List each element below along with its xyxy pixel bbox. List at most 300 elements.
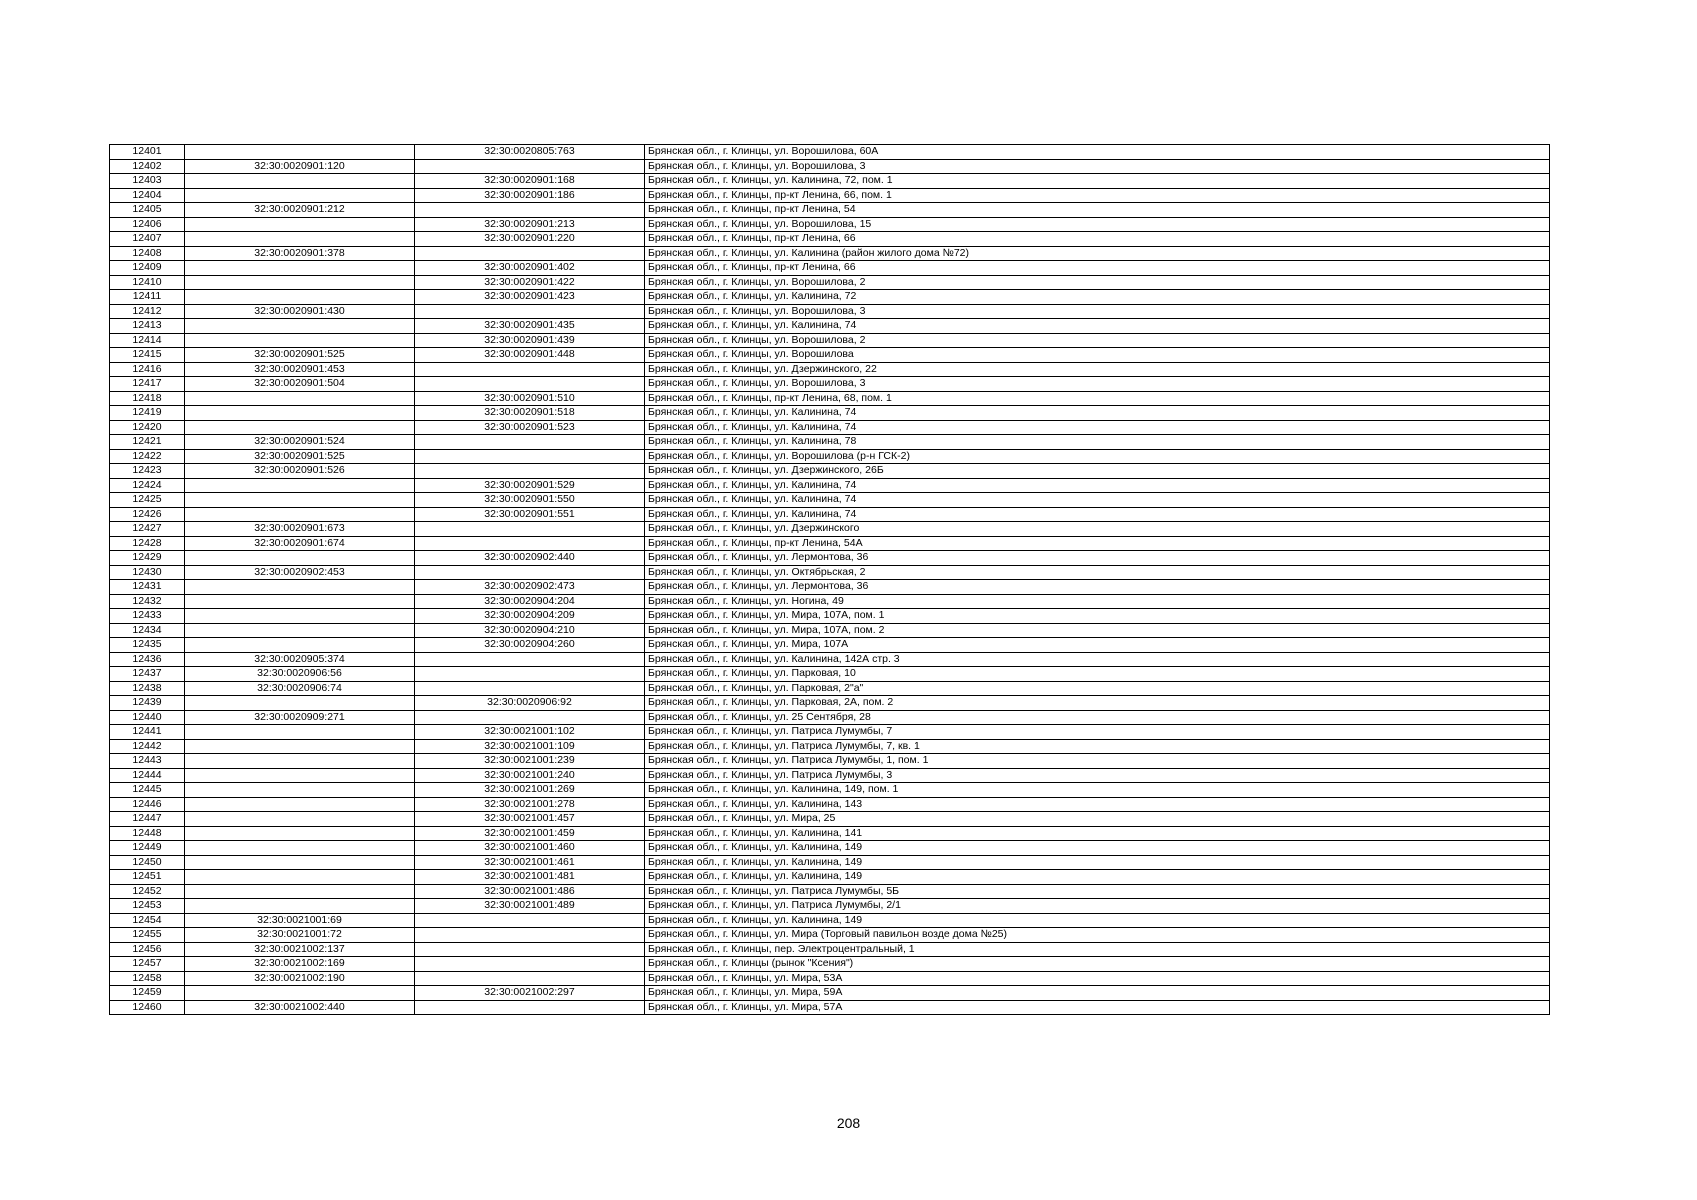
row-number-cell: 12421 — [110, 435, 185, 450]
cadastral-number-alt-cell: 32:30:0020904:204 — [415, 594, 645, 609]
table-row — [110, 348, 1550, 363]
cadastral-number-cell: 32:30:0020901:674 — [185, 536, 415, 551]
address-cell: Брянская обл., г. Клинцы, пр-кт Ленина, 66, пом. 1 — [645, 188, 1550, 203]
table-row — [110, 478, 1550, 493]
cadastral-number-alt-cell: 32:30:0020901:435 — [415, 319, 645, 334]
cadastral-number-cell — [185, 826, 415, 841]
table-row — [110, 391, 1550, 406]
cadastral-number-alt-cell: 32:30:0020901:186 — [415, 188, 645, 203]
cadastral-number-cell — [185, 290, 415, 305]
row-number-cell: 12447 — [110, 812, 185, 827]
address-cell: Брянская обл., г. Клинцы, ул. Калинина, 74 — [645, 406, 1550, 421]
table-row — [110, 449, 1550, 464]
cadastral-number-cell: 32:30:0020905:374 — [185, 652, 415, 667]
address-cell: Брянская обл., г. Клинцы, ул. Калинина, 72, пом. 1 — [645, 174, 1550, 189]
cadastral-number-alt-cell — [415, 435, 645, 450]
table-row — [110, 275, 1550, 290]
cadastral-number-alt-cell: 32:30:0020901:550 — [415, 493, 645, 508]
cadastral-number-alt-cell — [415, 304, 645, 319]
row-number-cell: 12430 — [110, 565, 185, 580]
row-number-cell: 12417 — [110, 377, 185, 392]
row-number-cell: 12406 — [110, 217, 185, 232]
cadastral-number-cell: 32:30:0020909:271 — [185, 710, 415, 725]
address-cell: Брянская обл., г. Клинцы, ул. Дзержинского — [645, 522, 1550, 537]
cadastral-number-alt-cell: 32:30:0020901:422 — [415, 275, 645, 290]
address-cell: Брянская обл., г. Клинцы, ул. Калинина, 149 — [645, 855, 1550, 870]
table-row — [110, 304, 1550, 319]
address-cell: Брянская обл., г. Клинцы, ул. 25 Сентября, 28 — [645, 710, 1550, 725]
cadastral-number-cell: 32:30:0020906:74 — [185, 681, 415, 696]
address-cell: Брянская обл., г. Клинцы, ул. Парковая, 2"а" — [645, 681, 1550, 696]
row-number-cell: 12412 — [110, 304, 185, 319]
cadastral-number-alt-cell — [415, 246, 645, 261]
cadastral-number-cell — [185, 261, 415, 276]
row-number-cell: 12446 — [110, 797, 185, 812]
table-row — [110, 696, 1550, 711]
row-number-cell: 12460 — [110, 1000, 185, 1015]
cadastral-number-alt-cell: 32:30:0020901:220 — [415, 232, 645, 247]
address-cell: Брянская обл., г. Клинцы, пер. Электроцентральный, 1 — [645, 942, 1550, 957]
cadastral-number-alt-cell: 32:30:0020904:209 — [415, 609, 645, 624]
cadastral-number-cell: 32:30:0020901:525 — [185, 449, 415, 464]
cadastral-number-alt-cell: 32:30:0020901:439 — [415, 333, 645, 348]
cadastral-number-cell — [185, 580, 415, 595]
cadastral-number-cell — [185, 638, 415, 653]
table-row — [110, 870, 1550, 885]
address-cell: Брянская обл., г. Клинцы, ул. Мира, 25 — [645, 812, 1550, 827]
cadastral-number-cell: 32:30:0021002:137 — [185, 942, 415, 957]
cadastral-number-alt-cell: 32:30:0020901:448 — [415, 348, 645, 363]
row-number-cell: 12444 — [110, 768, 185, 783]
address-cell: Брянская обл., г. Клинцы, ул. Патриса Лумумбы, 5Б — [645, 884, 1550, 899]
table-row — [110, 333, 1550, 348]
address-cell: Брянская обл., г. Клинцы, ул. Калинина, 74 — [645, 493, 1550, 508]
address-cell: Брянская обл., г. Клинцы, ул. Ворошилова — [645, 348, 1550, 363]
address-cell: Брянская обл., г. Клинцы, ул. Дзержинского, 22 — [645, 362, 1550, 377]
cadastral-number-cell — [185, 275, 415, 290]
table-row — [110, 797, 1550, 812]
table-row — [110, 565, 1550, 580]
cadastral-number-cell: 32:30:0020901:525 — [185, 348, 415, 363]
cadastral-number-alt-cell: 32:30:0020904:260 — [415, 638, 645, 653]
cadastral-number-alt-cell: 32:30:0020901:518 — [415, 406, 645, 421]
address-cell: Брянская обл., г. Клинцы, ул. Патриса Лумумбы, 1, пом. 1 — [645, 754, 1550, 769]
cadastral-number-cell — [185, 623, 415, 638]
cadastral-number-cell: 32:30:0021002:190 — [185, 971, 415, 986]
cadastral-number-alt-cell: 32:30:0020901:510 — [415, 391, 645, 406]
address-cell: Брянская обл., г. Клинцы, ул. Патриса Лумумбы, 3 — [645, 768, 1550, 783]
cadastral-number-alt-cell: 32:30:0021001:109 — [415, 739, 645, 754]
cadastral-number-alt-cell: 32:30:0020902:440 — [415, 551, 645, 566]
cadastral-number-alt-cell: 32:30:0020904:210 — [415, 623, 645, 638]
address-cell: Брянская обл., г. Клинцы, ул. Мира (Торговый павильон возде дома №25) — [645, 928, 1550, 943]
address-cell: Брянская обл., г. Клинцы, ул. Мира, 107А — [645, 638, 1550, 653]
table-row — [110, 899, 1550, 914]
cadastral-number-alt-cell — [415, 942, 645, 957]
row-number-cell: 12435 — [110, 638, 185, 653]
cadastral-number-cell — [185, 609, 415, 624]
address-cell: Брянская обл., г. Клинцы, ул. Мира, 53А — [645, 971, 1550, 986]
address-cell: Брянская обл., г. Клинцы, ул. Мира, 59А — [645, 986, 1550, 1001]
row-number-cell: 12415 — [110, 348, 185, 363]
table-row — [110, 159, 1550, 174]
table-row — [110, 884, 1550, 899]
table-row — [110, 913, 1550, 928]
row-number-cell: 12432 — [110, 594, 185, 609]
cadastral-number-alt-cell — [415, 1000, 645, 1015]
row-number-cell: 12408 — [110, 246, 185, 261]
cadastral-number-alt-cell — [415, 928, 645, 943]
address-cell: Брянская обл., г. Клинцы, ул. Калинина, 74 — [645, 507, 1550, 522]
cadastral-number-cell: 32:30:0020906:56 — [185, 667, 415, 682]
cadastral-number-alt-cell: 32:30:0021001:278 — [415, 797, 645, 812]
table-row — [110, 420, 1550, 435]
cadastral-number-alt-cell: 32:30:0021002:297 — [415, 986, 645, 1001]
cadastral-number-cell: 32:30:0021002:169 — [185, 957, 415, 972]
cadastral-number-cell — [185, 899, 415, 914]
address-cell: Брянская обл., г. Клинцы, пр-кт Ленина, 54 — [645, 203, 1550, 218]
address-cell: Брянская обл., г. Клинцы (рынок "Ксения") — [645, 957, 1550, 972]
row-number-cell: 12431 — [110, 580, 185, 595]
row-number-cell: 12402 — [110, 159, 185, 174]
row-number-cell: 12423 — [110, 464, 185, 479]
table-row — [110, 638, 1550, 653]
row-number-cell: 12401 — [110, 145, 185, 160]
row-number-cell: 12459 — [110, 986, 185, 1001]
cadastral-number-cell — [185, 797, 415, 812]
cadastral-number-cell — [185, 188, 415, 203]
cadastral-number-alt-cell: 32:30:0020906:92 — [415, 696, 645, 711]
table-row — [110, 623, 1550, 638]
cadastral-number-alt-cell: 32:30:0021001:461 — [415, 855, 645, 870]
row-number-cell: 12410 — [110, 275, 185, 290]
address-cell: Брянская обл., г. Клинцы, ул. Патриса Лумумбы, 7, кв. 1 — [645, 739, 1550, 754]
row-number-cell: 12452 — [110, 884, 185, 899]
row-number-cell: 12424 — [110, 478, 185, 493]
table-row — [110, 609, 1550, 624]
row-number-cell: 12409 — [110, 261, 185, 276]
address-cell: Брянская обл., г. Клинцы, ул. Калинина, 141 — [645, 826, 1550, 841]
table-row — [110, 246, 1550, 261]
table-row — [110, 536, 1550, 551]
address-cell: Брянская обл., г. Клинцы, ул. Ногина, 49 — [645, 594, 1550, 609]
cadastral-number-cell — [185, 493, 415, 508]
address-cell: Брянская обл., г. Клинцы, ул. Калинина, 149, пом. 1 — [645, 783, 1550, 798]
row-number-cell: 12450 — [110, 855, 185, 870]
row-number-cell: 12445 — [110, 783, 185, 798]
cadastral-number-alt-cell — [415, 681, 645, 696]
cadastral-number-cell — [185, 594, 415, 609]
address-cell: Брянская обл., г. Клинцы, ул. Калинина, 74 — [645, 319, 1550, 334]
table-row — [110, 507, 1550, 522]
cadastral-number-cell — [185, 333, 415, 348]
cadastral-number-alt-cell — [415, 971, 645, 986]
cadastral-number-cell — [185, 406, 415, 421]
row-number-cell: 12451 — [110, 870, 185, 885]
cadastral-number-cell — [185, 739, 415, 754]
address-cell: Брянская обл., г. Клинцы, пр-кт Ленина, 66 — [645, 232, 1550, 247]
row-number-cell: 12418 — [110, 391, 185, 406]
cadastral-number-alt-cell: 32:30:0021001:460 — [415, 841, 645, 856]
cadastral-number-alt-cell: 32:30:0020901:423 — [415, 290, 645, 305]
table-row — [110, 145, 1550, 160]
row-number-cell: 12454 — [110, 913, 185, 928]
cadastral-number-cell — [185, 783, 415, 798]
address-cell: Брянская обл., г. Клинцы, пр-кт Ленина, 54А — [645, 536, 1550, 551]
row-number-cell: 12436 — [110, 652, 185, 667]
table-row — [110, 855, 1550, 870]
row-number-cell: 12455 — [110, 928, 185, 943]
cadastral-number-cell — [185, 174, 415, 189]
address-cell: Брянская обл., г. Клинцы, ул. Калинина (район жилого дома №72) — [645, 246, 1550, 261]
table-row — [110, 725, 1550, 740]
cadastral-number-alt-cell — [415, 362, 645, 377]
table-row — [110, 174, 1550, 189]
table-row — [110, 522, 1550, 537]
address-cell: Брянская обл., г. Клинцы, ул. Лермонтова, 36 — [645, 580, 1550, 595]
row-number-cell: 12425 — [110, 493, 185, 508]
cadastral-number-alt-cell — [415, 536, 645, 551]
cadastral-number-cell — [185, 812, 415, 827]
row-number-cell: 12442 — [110, 739, 185, 754]
cadastral-number-alt-cell: 32:30:0020902:473 — [415, 580, 645, 595]
address-cell: Брянская обл., г. Клинцы, ул. Мира, 57А — [645, 1000, 1550, 1015]
row-number-cell: 12407 — [110, 232, 185, 247]
table-row — [110, 928, 1550, 943]
table-row — [110, 652, 1550, 667]
cadastral-number-cell: 32:30:0020902:453 — [185, 565, 415, 580]
cadastral-number-alt-cell — [415, 913, 645, 928]
cadastral-number-alt-cell: 32:30:0020901:402 — [415, 261, 645, 276]
address-cell: Брянская обл., г. Клинцы, ул. Ворошилова, 60А — [645, 145, 1550, 160]
cadastral-number-cell: 32:30:0020901:526 — [185, 464, 415, 479]
row-number-cell: 12403 — [110, 174, 185, 189]
row-number-cell: 12433 — [110, 609, 185, 624]
address-cell: Брянская обл., г. Клинцы, ул. Парковая, 10 — [645, 667, 1550, 682]
address-cell: Брянская обл., г. Клинцы, ул. Ворошилова, 3 — [645, 159, 1550, 174]
row-number-cell: 12404 — [110, 188, 185, 203]
address-cell: Брянская обл., г. Клинцы, ул. Калинина, 143 — [645, 797, 1550, 812]
table-row — [110, 435, 1550, 450]
row-number-cell: 12457 — [110, 957, 185, 972]
address-cell: Брянская обл., г. Клинцы, ул. Калинина, 72 — [645, 290, 1550, 305]
cadastral-number-alt-cell — [415, 667, 645, 682]
cadastral-number-alt-cell — [415, 565, 645, 580]
cadastral-number-cell — [185, 217, 415, 232]
cadastral-number-cell — [185, 986, 415, 1001]
table-row — [110, 667, 1550, 682]
cadastral-number-cell: 32:30:0020901:378 — [185, 246, 415, 261]
cadastral-number-alt-cell: 32:30:0020901:529 — [415, 478, 645, 493]
registry-table-body — [110, 145, 1550, 1015]
cadastral-number-alt-cell: 32:30:0021001:486 — [415, 884, 645, 899]
table-row — [110, 493, 1550, 508]
cadastral-number-cell: 32:30:0021001:72 — [185, 928, 415, 943]
address-cell: Брянская обл., г. Клинцы, ул. Ворошилова (р-н ГСК-2) — [645, 449, 1550, 464]
cadastral-number-alt-cell — [415, 957, 645, 972]
table-row — [110, 217, 1550, 232]
table-row — [110, 232, 1550, 247]
cadastral-number-alt-cell: 32:30:0021001:269 — [415, 783, 645, 798]
table-row — [110, 986, 1550, 1001]
cadastral-number-cell: 32:30:0020901:524 — [185, 435, 415, 450]
cadastral-number-alt-cell — [415, 522, 645, 537]
row-number-cell: 12416 — [110, 362, 185, 377]
row-number-cell: 12427 — [110, 522, 185, 537]
table-row — [110, 261, 1550, 276]
cadastral-number-cell — [185, 420, 415, 435]
address-cell: Брянская обл., г. Клинцы, ул. Октябрьская, 2 — [645, 565, 1550, 580]
address-cell: Брянская обл., г. Клинцы, ул. Патриса Лумумбы, 2/1 — [645, 899, 1550, 914]
address-cell: Брянская обл., г. Клинцы, ул. Калинина, 74 — [645, 420, 1550, 435]
table-row — [110, 580, 1550, 595]
cadastral-number-cell — [185, 232, 415, 247]
table-row — [110, 188, 1550, 203]
table-row — [110, 406, 1550, 421]
table-row — [110, 826, 1550, 841]
cadastral-number-alt-cell: 32:30:0021001:102 — [415, 725, 645, 740]
cadastral-number-alt-cell — [415, 377, 645, 392]
table-row — [110, 203, 1550, 218]
row-number-cell: 12434 — [110, 623, 185, 638]
cadastral-number-alt-cell: 32:30:0020901:168 — [415, 174, 645, 189]
cadastral-number-alt-cell — [415, 203, 645, 218]
cadastral-number-cell — [185, 768, 415, 783]
cadastral-number-alt-cell: 32:30:0020901:551 — [415, 507, 645, 522]
table-row — [110, 812, 1550, 827]
cadastral-number-alt-cell: 32:30:0020901:523 — [415, 420, 645, 435]
table-row — [110, 971, 1550, 986]
row-number-cell: 12429 — [110, 551, 185, 566]
cadastral-number-alt-cell — [415, 652, 645, 667]
cadastral-number-cell: 32:30:0021001:69 — [185, 913, 415, 928]
row-number-cell: 12448 — [110, 826, 185, 841]
row-number-cell: 12428 — [110, 536, 185, 551]
row-number-cell: 12458 — [110, 971, 185, 986]
cadastral-number-alt-cell — [415, 159, 645, 174]
table-row — [110, 739, 1550, 754]
cadastral-number-cell: 32:30:0020901:673 — [185, 522, 415, 537]
cadastral-number-cell: 32:30:0021002:440 — [185, 1000, 415, 1015]
table-row — [110, 942, 1550, 957]
cadastral-number-cell — [185, 696, 415, 711]
cadastral-number-alt-cell: 32:30:0021001:481 — [415, 870, 645, 885]
row-number-cell: 12449 — [110, 841, 185, 856]
cadastral-number-cell — [185, 319, 415, 334]
table-row — [110, 783, 1550, 798]
table-row — [110, 710, 1550, 725]
row-number-cell: 12419 — [110, 406, 185, 421]
address-cell: Брянская обл., г. Клинцы, ул. Калинина, 74 — [645, 478, 1550, 493]
cadastral-number-alt-cell: 32:30:0021001:457 — [415, 812, 645, 827]
table-row — [110, 464, 1550, 479]
row-number-cell: 12439 — [110, 696, 185, 711]
address-cell: Брянская обл., г. Клинцы, ул. Дзержинского, 26Б — [645, 464, 1550, 479]
table-row — [110, 768, 1550, 783]
cadastral-number-cell: 32:30:0020901:430 — [185, 304, 415, 319]
address-cell: Брянская обл., г. Клинцы, ул. Парковая, 2А, пом. 2 — [645, 696, 1550, 711]
address-cell: Брянская обл., г. Клинцы, ул. Ворошилова, 2 — [645, 333, 1550, 348]
cadastral-number-alt-cell: 32:30:0020805:763 — [415, 145, 645, 160]
address-cell: Брянская обл., г. Клинцы, ул. Ворошилова, 3 — [645, 304, 1550, 319]
address-cell: Брянская обл., г. Клинцы, ул. Калинина, 142А стр. 3 — [645, 652, 1550, 667]
cadastral-number-alt-cell: 32:30:0020901:213 — [415, 217, 645, 232]
cadastral-number-alt-cell — [415, 464, 645, 479]
cadastral-number-cell — [185, 478, 415, 493]
address-cell: Брянская обл., г. Клинцы, ул. Ворошилова, 3 — [645, 377, 1550, 392]
cadastral-number-cell — [185, 754, 415, 769]
cadastral-number-cell — [185, 725, 415, 740]
table-row — [110, 362, 1550, 377]
table-row — [110, 377, 1550, 392]
cadastral-number-alt-cell: 32:30:0021001:240 — [415, 768, 645, 783]
row-number-cell: 12453 — [110, 899, 185, 914]
cadastral-number-cell — [185, 551, 415, 566]
cadastral-number-alt-cell: 32:30:0021001:489 — [415, 899, 645, 914]
address-cell: Брянская обл., г. Клинцы, ул. Ворошилова, 2 — [645, 275, 1550, 290]
row-number-cell: 12411 — [110, 290, 185, 305]
cadastral-number-alt-cell: 32:30:0021001:459 — [415, 826, 645, 841]
registry-table — [109, 144, 1550, 1015]
cadastral-number-cell: 32:30:0020901:504 — [185, 377, 415, 392]
row-number-cell: 12422 — [110, 449, 185, 464]
row-number-cell: 12456 — [110, 942, 185, 957]
cadastral-number-alt-cell — [415, 449, 645, 464]
row-number-cell: 12413 — [110, 319, 185, 334]
address-cell: Брянская обл., г. Клинцы, ул. Калинина, 149 — [645, 841, 1550, 856]
table-row — [110, 841, 1550, 856]
cadastral-number-cell: 32:30:0020901:120 — [185, 159, 415, 174]
row-number-cell: 12441 — [110, 725, 185, 740]
cadastral-number-cell — [185, 870, 415, 885]
table-row — [110, 551, 1550, 566]
cadastral-number-alt-cell — [415, 710, 645, 725]
address-cell: Брянская обл., г. Клинцы, ул. Мира, 107А, пом. 1 — [645, 609, 1550, 624]
address-cell: Брянская обл., г. Клинцы, ул. Патриса Лумумбы, 7 — [645, 725, 1550, 740]
row-number-cell: 12420 — [110, 420, 185, 435]
table-row — [110, 290, 1550, 305]
address-cell: Брянская обл., г. Клинцы, пр-кт Ленина, 68, пом. 1 — [645, 391, 1550, 406]
table-row — [110, 594, 1550, 609]
table-row — [110, 957, 1550, 972]
row-number-cell: 12405 — [110, 203, 185, 218]
address-cell: Брянская обл., г. Клинцы, ул. Мира, 107А, пом. 2 — [645, 623, 1550, 638]
cadastral-number-cell — [185, 507, 415, 522]
cadastral-number-cell: 32:30:0020901:212 — [185, 203, 415, 218]
table-row — [110, 681, 1550, 696]
cadastral-number-cell — [185, 855, 415, 870]
row-number-cell: 12440 — [110, 710, 185, 725]
address-cell: Брянская обл., г. Клинцы, ул. Калинина, 149 — [645, 913, 1550, 928]
cadastral-number-alt-cell: 32:30:0021001:239 — [415, 754, 645, 769]
table-row — [110, 319, 1550, 334]
row-number-cell: 12414 — [110, 333, 185, 348]
cadastral-number-cell — [185, 884, 415, 899]
table-row — [110, 754, 1550, 769]
cadastral-number-cell — [185, 391, 415, 406]
row-number-cell: 12426 — [110, 507, 185, 522]
address-cell: Брянская обл., г. Клинцы, ул. Калинина, 149 — [645, 870, 1550, 885]
row-number-cell: 12438 — [110, 681, 185, 696]
address-cell: Брянская обл., г. Клинцы, пр-кт Ленина, 66 — [645, 261, 1550, 276]
row-number-cell: 12437 — [110, 667, 185, 682]
address-cell: Брянская обл., г. Клинцы, ул. Калинина, 78 — [645, 435, 1550, 450]
page-number: 208 — [836, 1115, 861, 1131]
address-cell: Брянская обл., г. Клинцы, ул. Ворошилова, 15 — [645, 217, 1550, 232]
cadastral-number-cell: 32:30:0020901:453 — [185, 362, 415, 377]
table-row — [110, 1000, 1550, 1015]
row-number-cell: 12443 — [110, 754, 185, 769]
